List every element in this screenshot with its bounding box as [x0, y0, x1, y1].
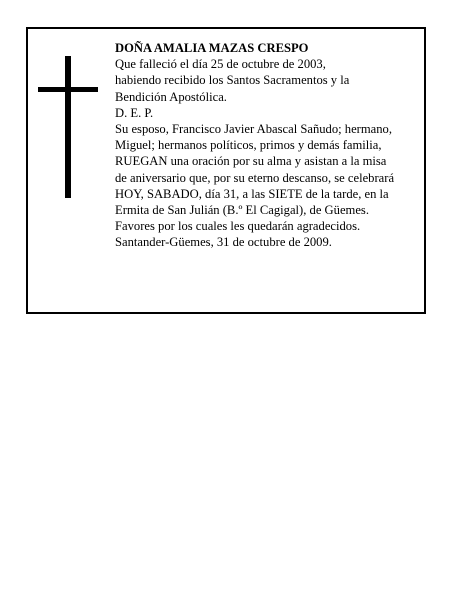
mass-line-1: de aniversario que, por su eterno descanso, se celebrará	[115, 170, 395, 185]
family-line-2: Miguel; hermanos políticos, primos y demás familia,	[115, 138, 382, 153]
death-date-line: Que falleció el día 25 de octubre de 2003,	[115, 57, 326, 72]
mass-line-2: HOY, SABADO, día 31, a las SIETE de la tarde, en la	[115, 186, 389, 201]
location-line: Ermita de San Julián (B.º El Cagigal), de Güemes.	[115, 202, 369, 217]
sacraments-line: habiendo recibido los Santos Sacramentos y la	[115, 73, 350, 88]
latin-cross-icon	[38, 56, 100, 200]
rip-line: D. E. P.	[115, 105, 154, 120]
obituary-notice	[26, 27, 426, 314]
family-line-1: Su esposo, Francisco Javier Abascal Sañudo; hermano,	[115, 121, 393, 136]
cross-horizontal-bar	[38, 87, 98, 92]
place-date-line: Santander-Güemes, 31 de octubre de 2009.	[115, 235, 332, 250]
thanks-line: Favores por los cuales les quedarán agradecidos.	[115, 219, 361, 234]
notice-text	[115, 40, 427, 250]
benediction-line: Bendición Apostólica.	[115, 89, 227, 104]
cross-vertical-bar	[65, 56, 71, 198]
deceased-name: DOÑA AMALIA MAZAS CRESPO	[115, 41, 309, 55]
request-line: RUEGAN una oración por su alma y asistan a la misa	[115, 154, 387, 169]
